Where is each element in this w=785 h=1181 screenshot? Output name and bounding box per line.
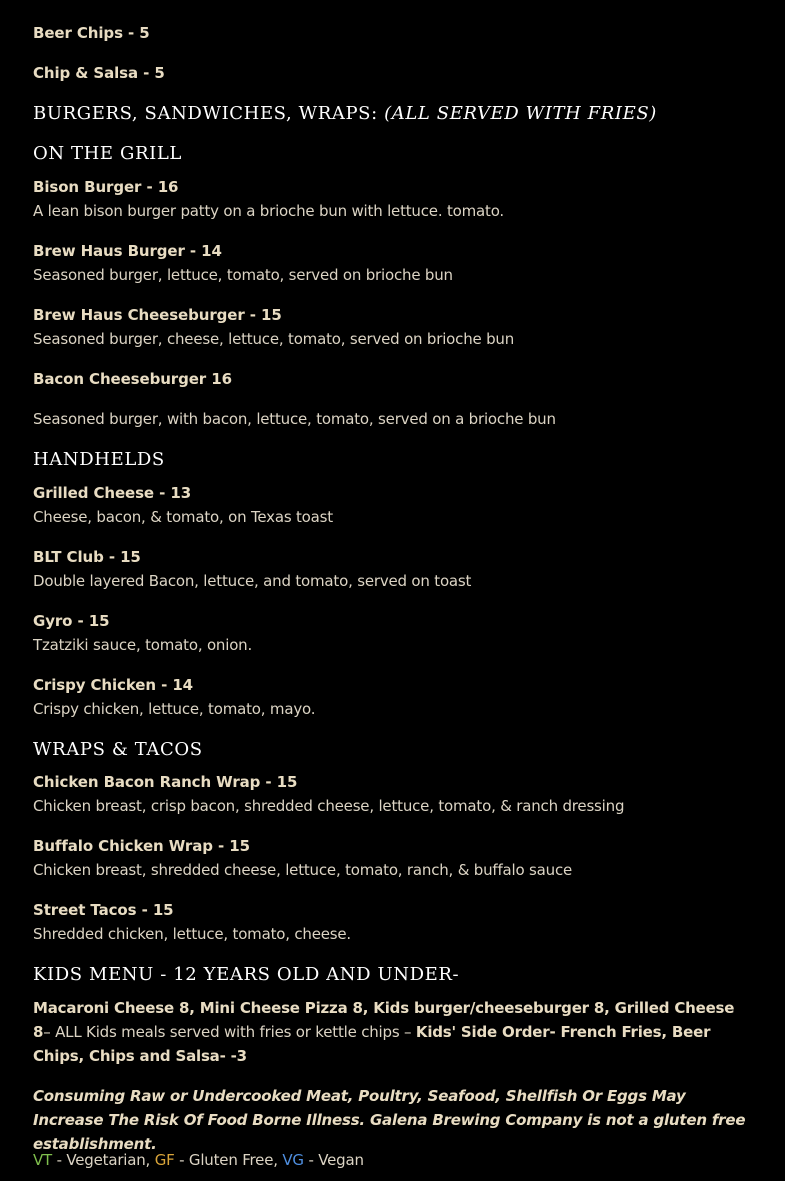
- menu-item-description: A lean bison burger patty on a brioche bun with lettuce. tomato.: [33, 202, 504, 220]
- menu-item-description: Crispy chicken, lettuce, tomato, mayo.: [33, 700, 316, 718]
- legend-vg-code: VG: [282, 1151, 304, 1169]
- food-safety-disclaimer: Consuming Raw or Undercooked Meat, Poultry, Seafood, Shellfish Or Eggs May Increase The Risk Of Food Borne Illness. Galena Brewing Company is not a gluten free establishment.: [33, 1087, 746, 1153]
- cropped-previous-line: [33, 0, 38, 8]
- legend-gf-code: GF: [154, 1151, 175, 1169]
- menu-item-title: Gyro - 15: [33, 612, 110, 630]
- legend-vt-code: VT: [33, 1151, 53, 1169]
- section-heading-note: (ALL SERVED WITH FRIES): [384, 103, 657, 124]
- menu-item-description: Seasoned burger, cheese, lettuce, tomato, served on brioche bun: [33, 330, 515, 348]
- menu-item-title: Chip & Salsa - 5: [33, 64, 165, 82]
- section-heading-grill: ON THE GRILL: [33, 143, 182, 164]
- menu-item-description: Tzatziki sauce, tomato, onion.: [33, 636, 253, 654]
- menu-item-title: Grilled Cheese - 13: [33, 484, 192, 502]
- menu-item-description: Cheese, bacon, & tomato, on Texas toast: [33, 508, 333, 526]
- section-heading-kids: KIDS MENU - 12 YEARS OLD AND UNDER-: [33, 964, 460, 985]
- section-heading-burgers: [33, 102, 657, 126]
- menu-item-description: Chicken breast, shredded cheese, lettuce, tomato, ranch, & buffalo sauce: [33, 861, 573, 879]
- kids-items: Macaroni Cheese 8, Mini Cheese Pizza 8, Kids burger/cheeseburger 8, Grilled Cheese 8: [33, 999, 735, 1041]
- kids-side-order: Kids' Side Order- French Fries, Beer Chips, Chips and Salsa- -3: [33, 1023, 711, 1065]
- legend-gf-label: - Gluten Free,: [174, 1151, 283, 1169]
- menu-item-description: Chicken breast, crisp bacon, shredded cheese, lettuce, tomato, & ranch dressing: [33, 797, 625, 815]
- menu-item-title: Buffalo Chicken Wrap - 15: [33, 837, 250, 855]
- menu-item-title: Bison Burger - 16: [33, 178, 179, 196]
- menu-item-title: BLT Club - 15: [33, 548, 141, 566]
- section-heading-main: BURGERS, SANDWICHES, WRAPS:: [33, 103, 378, 124]
- section-heading-wraps: WRAPS & TACOS: [33, 739, 203, 760]
- dietary-legend: [33, 1148, 364, 1172]
- menu-item-description: Seasoned burger, lettuce, tomato, served on brioche bun: [33, 266, 453, 284]
- menu-item-description: Shredded chicken, lettuce, tomato, cheese.: [33, 925, 352, 943]
- menu-item-title: Street Tacos - 15: [33, 901, 174, 919]
- menu-item-description: Seasoned burger, with bacon, lettuce, tomato, served on a brioche bun: [33, 410, 556, 428]
- menu-item-description: Double layered Bacon, lettuce, and tomato, served on toast: [33, 572, 472, 590]
- menu-item-title: Brew Haus Burger - 14: [33, 242, 222, 260]
- section-heading-handhelds: HANDHELDS: [33, 449, 165, 470]
- menu-item-title: Chicken Bacon Ranch Wrap - 15: [33, 773, 298, 791]
- kids-meals-note: – ALL Kids meals served with fries or kettle chips –: [43, 1023, 416, 1041]
- legend-vg-label: - Vegan: [303, 1151, 364, 1169]
- menu-item-title: Beer Chips - 5: [33, 24, 150, 42]
- legend-vt-label: - Vegetarian,: [52, 1151, 155, 1169]
- kids-menu-text: [33, 996, 753, 1068]
- menu-item-title: Bacon Cheeseburger 16: [33, 370, 232, 388]
- menu-item-title: Crispy Chicken - 14: [33, 676, 194, 694]
- menu-item-title: Brew Haus Cheeseburger - 15: [33, 306, 282, 324]
